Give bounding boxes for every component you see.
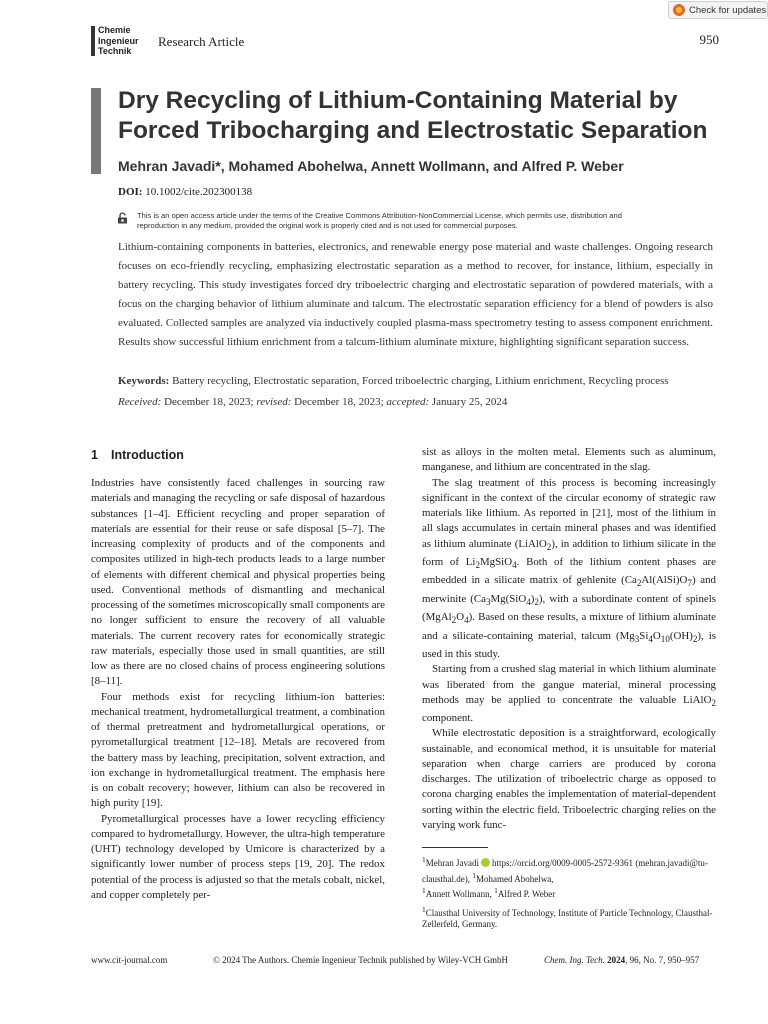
footnote-author-2: Mohamed Abohelwa, <box>475 873 554 884</box>
keywords <box>118 375 718 387</box>
footnote-author-4: Alfred P. Weber <box>497 889 556 900</box>
body-paragraph: Four methods exist for recycling lithium-ion batteries: mechanical treatment, hydrometallurgical treatment, a combination of thermal pretreatment and hydrometallurgical operations, or pyrometallurgical treatment [12–18]. Metals are recovered from the battery mass by leaching, precipitation, solvent extraction, and ion exchange in hydrometallurgical treatment. The emphasis here is on cobalt recovery; however, lithium can also be recovered in high purity [19]. <box>91 690 385 810</box>
body-paragraph: While electrostatic deposition is a straightforward, ecologically sustainable, and economical method, it is unsuitable for material separation when charge carriers are produced by corona discharges. The utilization of triboelectric charge as opposed to corona charging enables the implementation of material-dependent sorting within the electric field. Triboelectric charging relies on the varying work func- <box>422 727 716 831</box>
citation-journal: Chem. Ing. Tech. <box>544 955 605 965</box>
journal-logo-bar <box>91 26 95 56</box>
page-number: 950 <box>699 32 719 47</box>
doi-label: DOI: <box>118 186 143 198</box>
title-line: Dry Recycling of Lithium-Containing Material by <box>118 87 678 114</box>
footnote-rule <box>422 847 488 848</box>
journal-name-line: Technik <box>98 46 132 56</box>
abstract: Lithium-containing components in batteries, electronics, and renewable energy pose material and waste challenges. Ongoing research focuses on eco-friendly recycling, emphasizing electrostatic separation as a method to recover, for instance, lithium, especially in battery recycling. This study investigates forced dry triboelectric charging and electrostatic separation of powdered materials, with a focus on the charging behavior of lithium aluminate and talcum. The electrostatic separation efficiency for a blend of powders is also evaluated. Collected samples are analyzed via inductively coupled plasma-mass spectrometry testing to assess component enrichment. Results show successful lithium enrichment from a talcum-lithium aluminate mixture, highlighting significant separation success. <box>118 241 713 349</box>
section-heading <box>91 448 184 462</box>
article-dates <box>118 396 507 408</box>
received-label: Received: <box>118 396 162 408</box>
journal-name <box>98 25 139 57</box>
check-for-updates-label: Check for updates <box>689 4 767 16</box>
section-number: 1 <box>91 448 98 462</box>
license-line: This is an open access article under the terms of the Creative Commons Attribution-NonCommercial License, which permits use, distribution and <box>137 211 622 220</box>
author-list: Mehran Javadi*, Mohamed Abohelwa, Annett Wollmann, and Alfred P. Weber <box>118 158 624 174</box>
license-line: reproduction in any medium, provided the original work is properly cited and is not used for commercial purposes. <box>137 221 518 230</box>
license-notice <box>137 211 727 231</box>
journal-name-line: Chemie <box>98 25 131 35</box>
check-for-updates-button[interactable] <box>668 1 768 19</box>
doi-link[interactable]: 10.1002/cite.202300138 <box>145 186 253 198</box>
title-line: Forced Tribocharging and Electrostatic Separation <box>118 117 708 144</box>
affiliation-footnote: $^1$Clausthal University of Technology, Institute of Particle Technology, Clausthal-Zellerfeld, Germany. <box>422 904 713 930</box>
keywords-list: Battery recycling, Electrostatic separation, Forced triboelectric charging, Lithium enrichment, Recycling process <box>172 375 669 387</box>
footnote-author-3: Annett Wollmann, <box>425 889 492 900</box>
affiliation: Clausthal University of Technology, Institute of Particle Technology, Clausthal-Zellerfeld, Germany. <box>422 907 713 930</box>
footer-journal-url[interactable]: www.cit-journal.com <box>91 955 168 965</box>
journal-name-line: Ingenieur <box>98 35 139 46</box>
citation-details: , 96, No. 7, 950–957 <box>625 955 700 965</box>
author-email[interactable]: (mehran.javadi@tu-clausthal.de), <box>422 858 708 884</box>
citation-year: 2024 <box>607 955 626 965</box>
body-paragraph: sist as alloys in the molten metal. Elements such as aluminum, manganese, and lithium are concentrated in the slag. <box>422 446 716 474</box>
keywords-label: Keywords: <box>118 375 170 387</box>
orcid-icon[interactable] <box>481 858 490 867</box>
article-title <box>118 86 728 146</box>
revised-date: December 18, 2023; <box>294 396 384 408</box>
article-type: Research Article <box>158 34 245 49</box>
open-access-icon <box>117 212 129 224</box>
footnotes <box>422 854 716 934</box>
accepted-label: accepted: <box>386 396 430 408</box>
section-title: Introduction <box>111 448 184 462</box>
doi-line <box>118 186 252 198</box>
footer-copyright: © 2024 The Authors. Chemie Ingenieur Technik published by Wiley-VCH GmbH <box>213 955 509 965</box>
orcid-link[interactable]: https://orcid.org/0009-0005-2572-9361 <box>491 858 634 868</box>
body-paragraph: Pyrometallurgical processes have a lower recycling efficiency compared to hydrometallurgy. However, the ultra-high temperature (UHT) technology developed by Umicore is characterized by a significantly lower number of process steps [19, 20]. The redox potential of the process is adjusted so that the metals cobalt, nickel, and copper completely per- <box>91 812 385 901</box>
title-accent-bar <box>91 88 101 174</box>
footer-citation <box>544 955 699 965</box>
body-column-left <box>91 476 385 903</box>
body-paragraph: The slag treatment of this process is becoming increasingly significant in the context of the circular economy of strategic raw materials like lithium. As reported in [21], most of the lithium in all slags accumulates in certain mineral phases and was identified as lithium aluminate (LiAlO$_2$), in addition to lithium silicate in the form of $Li_2MgSiO_4$. Both of the lithium content phases are embedded in a silicate matrix of gehlenite $(Ca_2Al(AlSi)O_7)$ and merwinite $(Ca_3Mg(SiO_4)_2)$, with a subordinate content of spinels $(MgAl_2O_4)$. Based on these results, a mixture of lithium aluminate and a silicate-containing material, talcum $(Mg_3Si_4O_{10}(OH)_2)$, is used in this study. <box>422 476 717 661</box>
crossmark-icon <box>673 4 685 16</box>
body-paragraph: Starting from a crushed slag material in which lithium aluminate was liberated from the gangue material, mineral processing methods may be applied to concentrate the valuable LiAlO$_2$ component. <box>422 663 716 725</box>
body-column-right <box>422 445 716 833</box>
footnote-author-1: Mehran Javadi <box>425 858 479 868</box>
author-footnote: $^1$Mehran Javadi https://orcid.org/0009-0005-2572-9361 (mehran.javadi@tu-clausthal.de), $^1$Mohamed Abohelwa, $^1$Annett Wollmann, $^1$Alfred P. Weber <box>422 855 708 900</box>
revised-label: revised: <box>256 396 292 408</box>
body-paragraph: Industries have consistently faced challenges in sourcing raw materials and managing the recycling or safe disposal of hazardous substances [1–4]. Efficient recycling and proper separation of materials are essential for their reuse or safe disposal [5–7]. The increasing complexity of products and of the components and composites utilized in high-tech products leads to a large number of elements with different chemical and physical properties being used. Conventional methods of dismantling and mechanical processing of the sometimes microscopically small components are no longer sufficient to ensure the recovery of all valuable materials. The current recovery rates for economically strategic raw materials, especially those used in small quantities, are still low as there are no closed chains of process engineering solutions [8–11]. <box>91 477 385 688</box>
received-date: December 18, 2023; <box>164 396 254 408</box>
accepted-date: January 25, 2024 <box>431 396 508 408</box>
